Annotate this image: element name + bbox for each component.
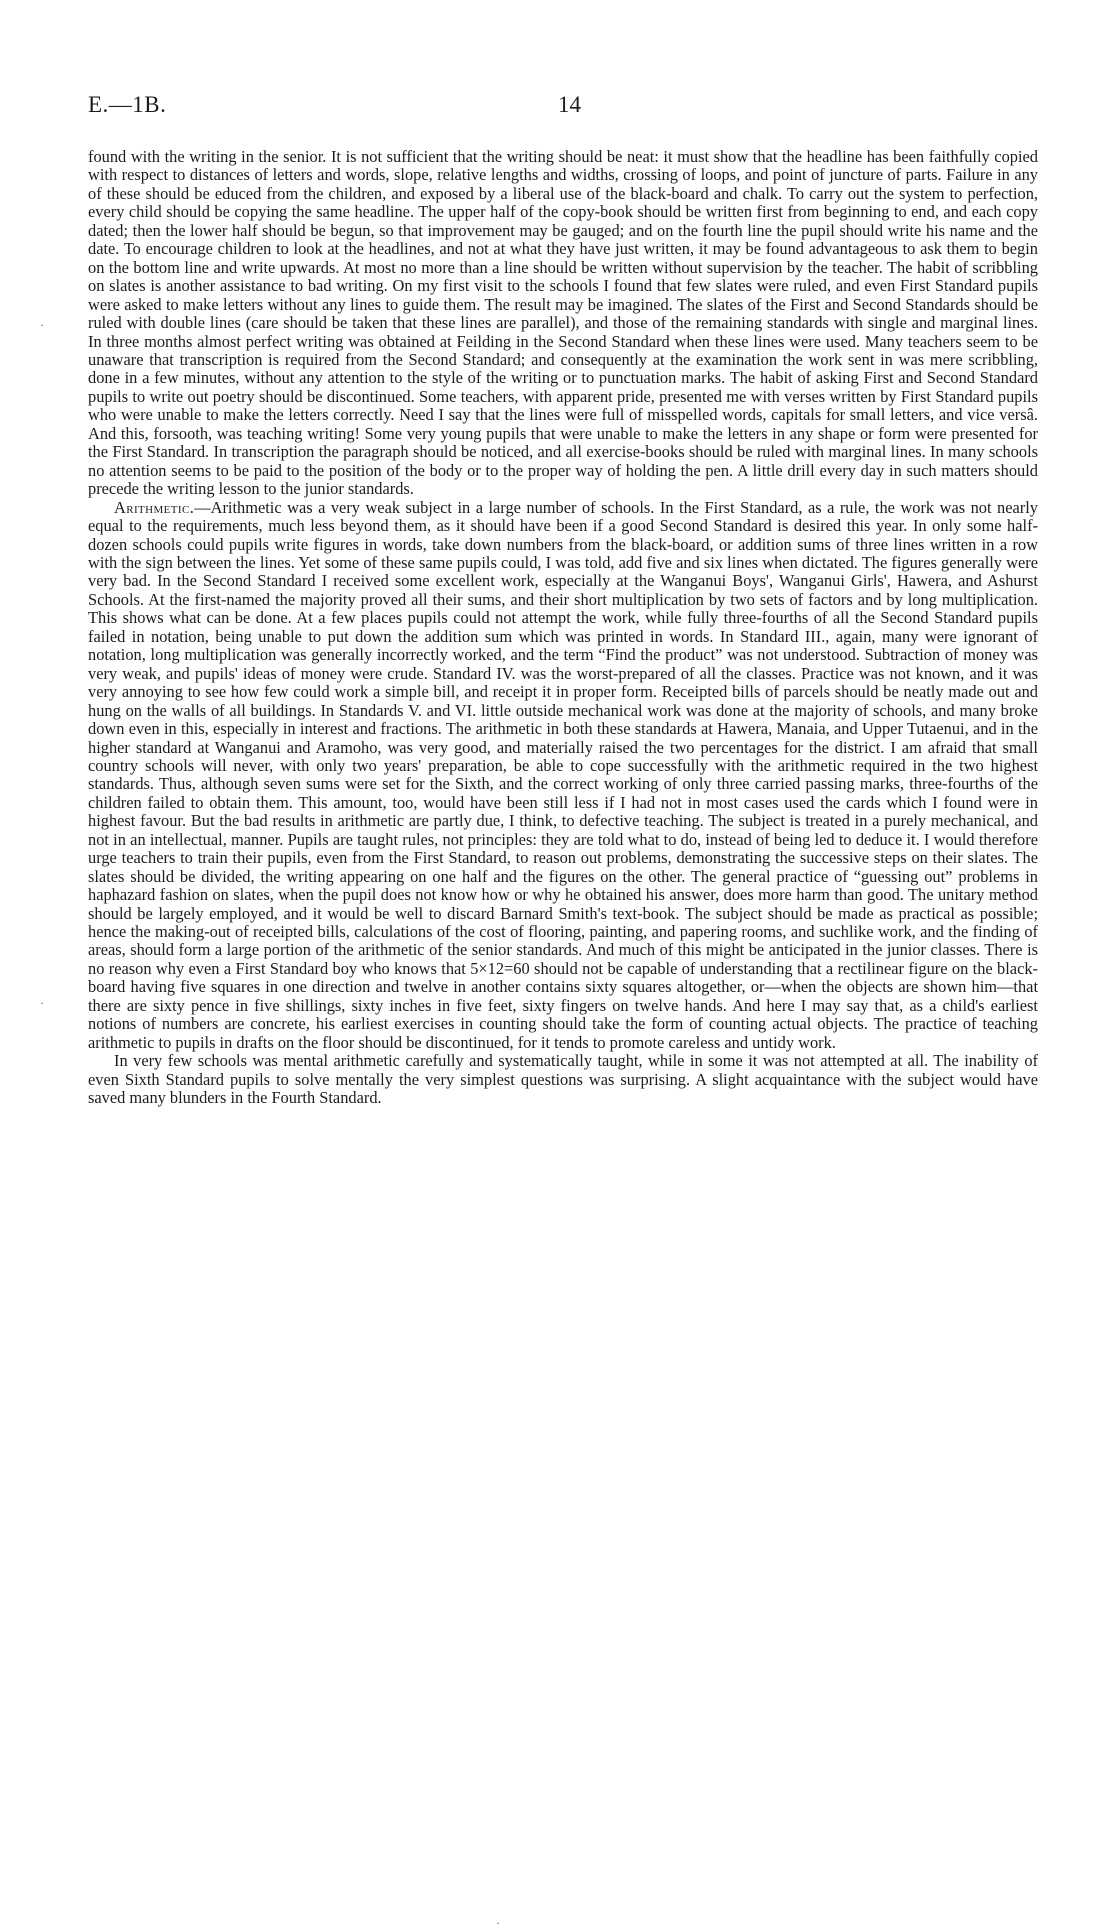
margin-speck: · bbox=[40, 318, 44, 332]
paragraph-text: In very few schools was mental arithmetic carefully and systematically taught, while in some it was not attempted at all. The inability of even Sixth Standard pupils to solve mentally the very simplest questions was surprising. A slight acquaintance with the subject would have saved many blunders in the Fourth Standard. bbox=[88, 1051, 1038, 1108]
paragraph-mental-arithmetic bbox=[88, 1052, 1038, 1107]
page-header bbox=[88, 92, 1058, 122]
document-reference: E.—1B. bbox=[88, 92, 167, 117]
body-text bbox=[88, 148, 1038, 1108]
paragraph-text: —Arithmetic was a very weak subject in a large number of schools. In the First Standard, as a rule, the work was not nearly equal to the requirements, much less beyond them, as it should have been if a good Second Standard is desired this year. In only some half-dozen schools could pupils write figures in words, take down numbers from the black-board, or addition sums of three lines written in a row with the sign between the lines. Yet some of these same pupils could, I was told, add five and six lines when dictated. The figures generally were very bad. In the Second Standard I received some excellent work, especially at the Wanganui Boys', Wanganui Girls', Hawera, and Ashurst Schools. At the first-named the majority proved all their sums, and their short multiplication by two sets of factors and by long multiplication. This shows what can be done. At a few places pupils could not attempt the work, while fully three-fourths of all the Second Standard pupils failed in notation, being unable to put down the addition sum which was printed in words. In Standard III., again, many were ignorant of notation, long multiplication was generally incorrectly worked, and the term “Find the product” was not understood. Subtraction of money was very weak, and pupils' ideas of money were crude. Standard IV. was the worst-prepared of all the classes. Practice was not known, and it was very annoying to see how few could work a simple bill, and receipt it in proper form. Receipted bills of parcels should be neatly made out and hung on the walls of all buildings. In Standards V. and VI. little outside mechanical work was done at the majority of schools, and many broke down even in this, especially in interest and fractions. The arithmetic in both these standards at Hawera, Manaia, and Upper Tutaenui, and in the higher standard at Wanganui and Aramoho, was very good, and materially raised the two percentages for the district. I am afraid that small country schools will never, with only two years' preparation, be able to cope successfully with the arithmetic required in the two highest standards. Thus, although seven sums were set for the Sixth, and the correct working of only three carried passing marks, three-fourths of the children failed to obtain them. This amount, too, would have been still less if I had not in most cases used the cards which I found were in highest favour. But the bad results in arithmetic are partly due, I think, to defective teaching. The subject is treated in a purely mechanical, and not in an intellectual, manner. Pupils are taught rules, not principles: they are told what to do, instead of being led to deduce it. I would therefore urge teachers to train their pupils, even from the First Standard, to reason out problems, demonstrating the successive steps on their slates. The slates should be divided, the writing appearing on one half and the figures on the other. The general practice of “guessing out” problems in haphazard fashion on slates, when the pupil does not know how or why he obtained his answer, does more harm than good. The unitary method should be largely employed, and it would be well to discard Barnard Smith's text-book. The subject should be made as practical as possible; hence the making-out of receipted bills, calculations of the cost of flooring, painting, and papering rooms, and suchlike work, and the finding of areas, should form a large portion of the arithmetic of the senior standards. And much of this might be anticipated in the junior classes. There is no reason why even a First Standard boy who knows that 5×12=60 should not be capable of understanding that a rectilinear figure on the black-board having five squares in one direction and twelve in another contains sixty squares altogether, or—when the objects are shown him—that there are sixty pence in five shillings, sixty inches in five feet, sixty fingers on twelve hands. And here I may say that, as a child's earliest notions of numbers are concrete, his earliest exercises in counting should take the form of counting actual objects. The practice of teaching arithmetic to pupils in drafts on the floor should be discontinued, for it tends to promote careless and untidy work. bbox=[88, 497, 1038, 1052]
section-heading-arithmetic: Arithmetic. bbox=[114, 497, 195, 517]
margin-speck: · bbox=[40, 996, 44, 1010]
page-number: 14 bbox=[558, 92, 581, 117]
paragraph-writing-continued bbox=[88, 148, 1038, 499]
paragraph-arithmetic bbox=[88, 499, 1038, 1053]
footer-speck: · bbox=[496, 1916, 500, 1930]
paragraph-text: found with the writing in the senior. It is not sufficient that the writing should be neat: it must show that the headline has been faithfully copied with respect to distances of letters and words, slope, relative lengths and widths, crossing of loops, and point of juncture of parts. Failure in any of these should be educed from the children, and exposed by a liberal use of the black-board and chalk. To carry out the system to perfection, every child should be copying the same headline. The upper half of the copy-book should be written first from beginning to end, and each copy dated; then the lower half should be begun, so that improvement may be gauged; and on the fourth line the pupil should write his name and the date. To encourage children to look at the headlines, and not at what they have just written, it may be found advantageous to ask them to begin on the bottom line and write upwards. At most no more than a line should be written without supervision by the teacher. The habit of scribbling on slates is another assistance to bad writing. On my first visit to the schools I found that few slates were ruled, and even First Standard pupils were asked to make letters without any lines to guide them. The result may be imagined. The slates of the First and Second Standards should be ruled with double lines (care should be taken that these lines are parallel), and those of the remaining standards with single and marginal lines. In three months almost perfect writing was obtained at Feilding in the Second Standard when these lines were used. Many teachers seem to be unaware that transcription is required from the Second Standard; and consequently at the examination the work sent in was mere scribbling, done in a few minutes, without any attention to the style of the writing or to punctuation marks. The habit of asking First and Second Standard pupils to write out poetry should be discontinued. Some teachers, with apparent pride, presented me with verses written by First Standard pupils who were unable to make the letters correctly. Need I say that the lines were full of misspelled words, capitals for small letters, and vice versâ. And this, forsooth, was teaching writing! Some very young pupils that were unable to make the letters in any shape or form were presented for the First Standard. In transcription the paragraph should be noticed, and all exercise-books should be ruled with marginal lines. In many schools no attention seems to be paid to the position of the body or to the proper way of holding the pen. A little drill every day in such matters should precede the writing lesson to the junior standards. bbox=[88, 147, 1038, 499]
